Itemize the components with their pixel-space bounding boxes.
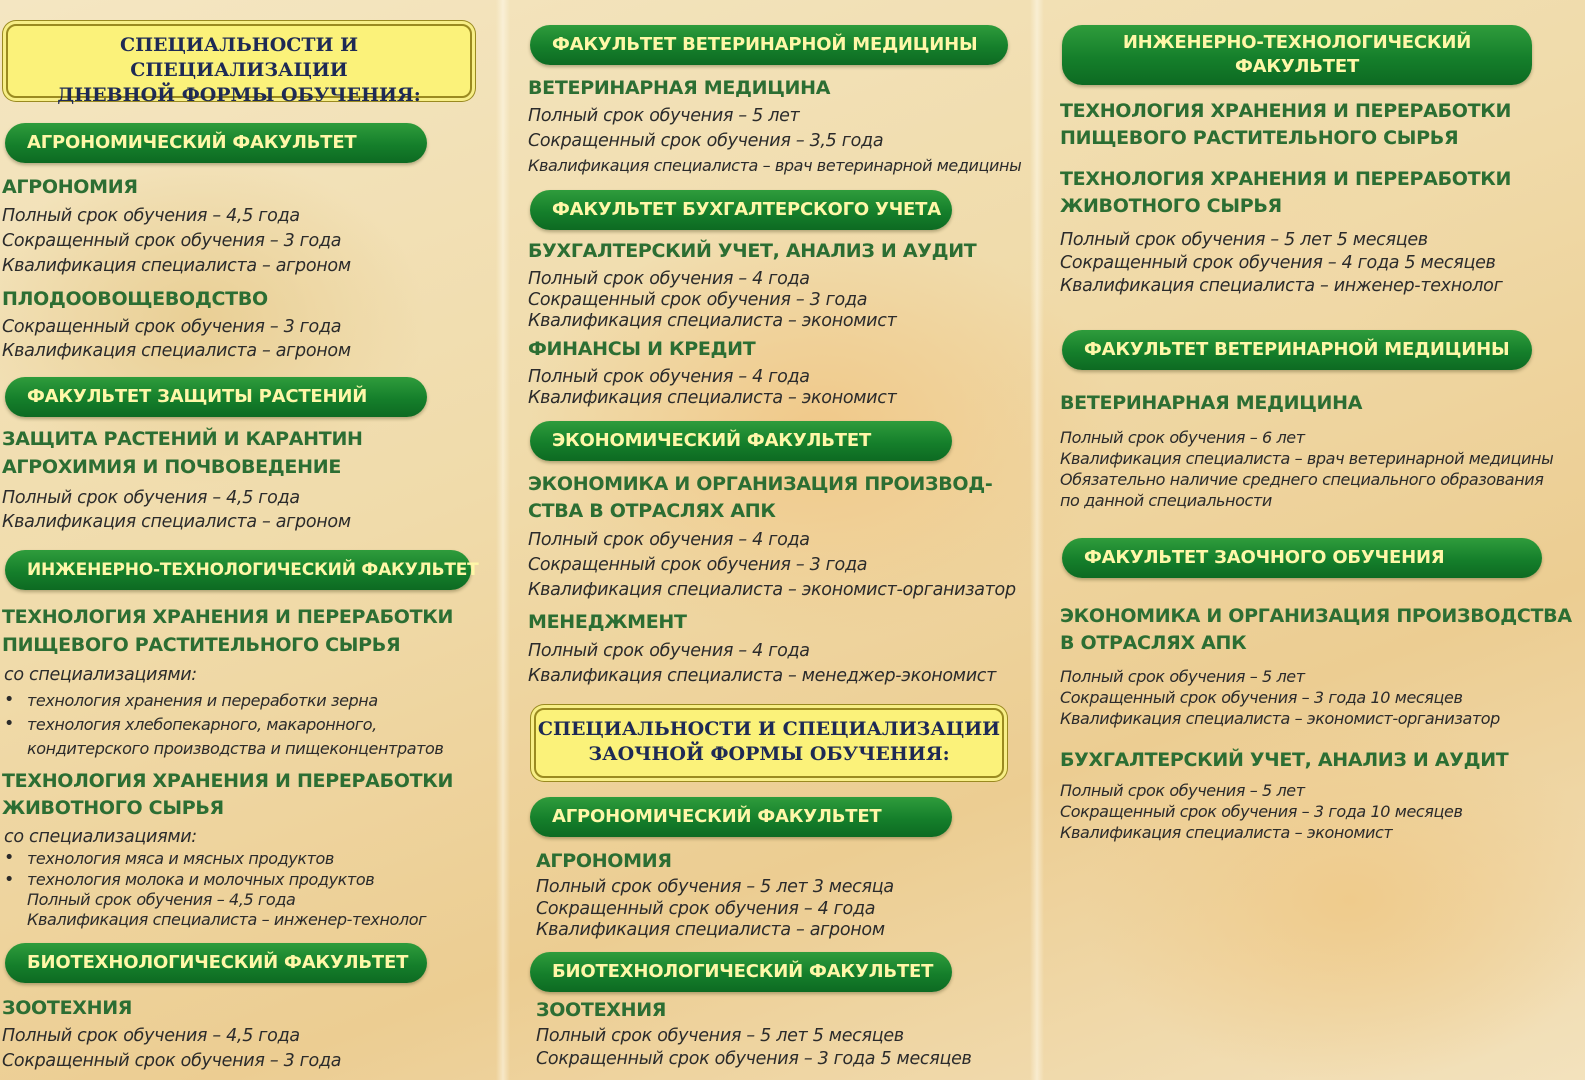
left-panel xyxy=(0,0,495,1080)
specialty-title: ТЕХНОЛОГИЯ ХРАНЕНИЯ И ПЕРЕРАБОТКИ xyxy=(1060,100,1512,122)
specialty-title: АГРОХИМИЯ И ПОЧВОВЕДЕНИЕ xyxy=(2,456,341,478)
specialty-title: МЕНЕДЖМЕНТ xyxy=(528,611,687,633)
specialty-title: ЗООТЕХНИЯ xyxy=(536,999,667,1021)
specialty-title: ЗООТЕХНИЯ xyxy=(2,997,133,1019)
info-line: Полный срок обучения – 4 года xyxy=(528,530,810,550)
info-line: Сокращенный срок обучения – 3 года 10 месяцев xyxy=(1060,802,1463,821)
info-line: Полный срок обучения – 5 лет xyxy=(528,106,800,126)
bullet-item: технология хранения и переработки зерна xyxy=(27,691,378,710)
info-line: Квалификация специалиста – инженер-технолог xyxy=(1060,276,1503,296)
info-line: Сокращенный срок обучения – 4 года xyxy=(536,899,876,919)
info-line: Квалификация специалиста – агроном xyxy=(536,920,885,940)
info-line: Квалификация специалиста – агроном xyxy=(2,512,351,532)
specialty-title: В ОТРАСЛЯХ АПК xyxy=(1060,632,1247,654)
specialty-title: ЭКОНОМИКА И ОРГАНИЗАЦИЯ ПРОИЗВОДСТВА xyxy=(1060,605,1572,627)
faculty-engineering-header: ИНЖЕНЕРНО-ТЕХНОЛОГИЧЕСКИЙ ФАКУЛЬТЕТ xyxy=(5,550,471,590)
bullet-icon: • xyxy=(4,870,15,890)
specialty-title: ТЕХНОЛОГИЯ ХРАНЕНИЯ И ПЕРЕРАБОТКИ xyxy=(2,606,454,628)
info-line: Сокращенный срок обучения – 4 года 5 месяцев xyxy=(1060,253,1496,273)
fold-line-left xyxy=(496,0,510,1080)
info-line: Обязательно наличие среднего специального образования xyxy=(1060,470,1544,489)
info-line: Полный срок обучения – 4,5 года xyxy=(2,206,300,226)
info-line: Квалификация специалиста – экономист xyxy=(1060,823,1393,842)
info-line: Сокращенный срок обучения – 3 года xyxy=(2,1051,342,1071)
info-line: Полный срок обучения – 5 лет 5 месяцев xyxy=(1060,230,1428,250)
specialty-title: ТЕХНОЛОГИЯ ХРАНЕНИЯ И ПЕРЕРАБОТКИ xyxy=(1060,168,1512,190)
specialty-title: ВЕТЕРИНАРНАЯ МЕДИЦИНА xyxy=(1060,392,1363,414)
bullet-item: технология мяса и мясных продуктов xyxy=(27,849,334,868)
info-line: Квалификация специалиста – экономист xyxy=(528,311,897,331)
fold-line-right xyxy=(1030,0,1044,1080)
info-line: Полный срок обучения – 5 лет 5 месяцев xyxy=(536,1026,904,1046)
info-line: Сокращенный срок обучения – 3 года 5 месяцев xyxy=(536,1049,972,1069)
info-line: Квалификация специалиста – врач ветеринарной медицины xyxy=(528,156,1022,175)
info-line: Сокращенный срок обучения – 3 года 10 месяцев xyxy=(1060,688,1463,707)
info-line: Квалификация специалиста – врач ветеринарной медицины xyxy=(1060,449,1554,468)
specialty-title: СТВА В ОТРАСЛЯХ АПК xyxy=(528,500,776,522)
info-line: Сокращенный срок обучения – 3 года xyxy=(2,231,342,251)
specialty-title: ФИНАНСЫ И КРЕДИТ xyxy=(528,338,756,360)
plaque-line-2: ЗАОЧНОЙ ФОРМЫ ОБУЧЕНИЯ: xyxy=(588,743,950,765)
faculty-accounting-header: ФАКУЛЬТЕТ БУХГАЛТЕРСКОГО УЧЕТА xyxy=(530,190,952,230)
bullet-icon: • xyxy=(4,848,15,868)
plaque-line-1: СПЕЦИАЛЬНОСТИ И СПЕЦИАЛИЗАЦИИ xyxy=(119,34,359,81)
specialty-title: ВЕТЕРИНАРНАЯ МЕДИЦИНА xyxy=(528,77,831,99)
full-time-plaque xyxy=(6,24,472,106)
header-line-1: ИНЖЕНЕРНО-ТЕХНОЛОГИЧЕСКИЙ xyxy=(1122,32,1472,53)
right-panel xyxy=(1045,0,1580,1080)
correspondence-plaque xyxy=(534,708,1004,778)
info-line: Полный срок обучения – 6 лет xyxy=(1060,428,1305,447)
info-line: Квалификация специалиста – экономист-организатор xyxy=(1060,709,1500,728)
bullet-item: технология хлебопекарного, макаронного, xyxy=(27,715,377,734)
info-line: Квалификация специалиста – экономист-организатор xyxy=(528,580,1016,600)
specialty-title: ЭКОНОМИКА И ОРГАНИЗАЦИЯ ПРОИЗВОД- xyxy=(528,473,993,495)
header-line-2: ФАКУЛЬТЕТ xyxy=(1234,56,1360,77)
info-line: со специализациями: xyxy=(4,665,197,685)
faculty-agronomy-header: АГРОНОМИЧЕСКИЙ ФАКУЛЬТЕТ xyxy=(5,123,427,163)
specialty-title: ПИЩЕВОГО РАСТИТЕЛЬНОГО СЫРЬЯ xyxy=(1060,127,1459,149)
info-line: Квалификация специалиста – экономист xyxy=(528,388,897,408)
plaque-line-2: ДНЕВНОЙ ФОРМЫ ОБУЧЕНИЯ: xyxy=(57,84,421,106)
specialty-title: БУХГАЛТЕРСКИЙ УЧЕТ, АНАЛИЗ И АУДИТ xyxy=(528,240,977,262)
info-line: Полный срок обучения – 4,5 года xyxy=(2,488,300,508)
bullet-icon: • xyxy=(4,690,15,710)
faculty-engineering-header xyxy=(1062,25,1532,85)
faculty-plant-protection-header: ФАКУЛЬТЕТ ЗАЩИТЫ РАСТЕНИЙ xyxy=(5,377,427,417)
specialty-title: БУХГАЛТЕРСКИЙ УЧЕТ, АНАЛИЗ И АУДИТ xyxy=(1060,749,1509,771)
specialty-title: ЖИВОТНОГО СЫРЬЯ xyxy=(2,797,224,819)
bullet-item: технология молока и молочных продуктов xyxy=(27,870,375,889)
specialty-title: ПИЩЕВОГО РАСТИТЕЛЬНОГО СЫРЬЯ xyxy=(2,634,401,656)
faculty-biotech-header: БИОТЕХНОЛОГИЧЕСКИЙ ФАКУЛЬТЕТ xyxy=(530,952,952,992)
specialty-title: ЖИВОТНОГО СЫРЬЯ xyxy=(1060,195,1282,217)
info-line: Квалификация специалиста – менеджер-экономист xyxy=(528,666,996,686)
info-line: Полный срок обучения – 4 года xyxy=(528,367,810,387)
specialty-title: ТЕХНОЛОГИЯ ХРАНЕНИЯ И ПЕРЕРАБОТКИ xyxy=(2,770,454,792)
specialty-title: АГРОНОМИЯ xyxy=(2,176,138,198)
info-line: Квалификация специалиста – агроном xyxy=(2,256,351,276)
info-line: по данной специальности xyxy=(1060,491,1272,510)
info-line: Полный срок обучения – 5 лет 3 месяца xyxy=(536,877,894,897)
info-line: Полный срок обучения – 4 года xyxy=(528,641,810,661)
faculty-vet-header: ФАКУЛЬТЕТ ВЕТЕРИНАРНОЙ МЕДИЦИНЫ xyxy=(1062,330,1532,370)
faculty-correspondence-header: ФАКУЛЬТЕТ ЗАОЧНОГО ОБУЧЕНИЯ xyxy=(1062,538,1542,578)
specialty-title: ПЛОДООВОЩЕВОДСТВО xyxy=(2,288,268,310)
middle-panel xyxy=(510,0,1030,1080)
info-line: Сокращенный срок обучения – 3 года xyxy=(2,317,342,337)
info-line: Полный срок обучения – 4,5 года xyxy=(27,890,296,909)
bullet-icon: • xyxy=(4,714,15,734)
info-line: Сокращенный срок обучения – 3 года xyxy=(528,555,868,575)
faculty-agronomy-header: АГРОНОМИЧЕСКИЙ ФАКУЛЬТЕТ xyxy=(530,797,952,837)
bullet-item: кондитерского производства и пищеконцентратов xyxy=(27,739,444,758)
specialty-title: АГРОНОМИЯ xyxy=(536,850,672,872)
info-line: Полный срок обучения – 5 лет xyxy=(1060,667,1305,686)
info-line: Сокращенный срок обучения – 3 года xyxy=(528,290,868,310)
specialty-title: ЗАЩИТА РАСТЕНИЙ И КАРАНТИН xyxy=(2,428,363,450)
info-line: Сокращенный срок обучения – 3,5 года xyxy=(528,131,884,151)
info-line: Полный срок обучения – 4,5 года xyxy=(2,1026,300,1046)
info-line: Полный срок обучения – 5 лет xyxy=(1060,781,1305,800)
info-line: Квалификация специалиста – инженер-технолог xyxy=(27,910,427,929)
faculty-vet-header: ФАКУЛЬТЕТ ВЕТЕРИНАРНОЙ МЕДИЦИНЫ xyxy=(530,25,1008,65)
info-line: Полный срок обучения – 4 года xyxy=(528,269,810,289)
faculty-economics-header: ЭКОНОМИЧЕСКИЙ ФАКУЛЬТЕТ xyxy=(530,421,952,461)
plaque-line-1: СПЕЦИАЛЬНОСТИ И СПЕЦИАЛИЗАЦИИ xyxy=(537,718,1001,740)
info-line: со специализациями: xyxy=(4,827,197,847)
info-line: Квалификация специалиста – агроном xyxy=(2,341,351,361)
faculty-biotech-header: БИОТЕХНОЛОГИЧЕСКИЙ ФАКУЛЬТЕТ xyxy=(5,943,427,983)
